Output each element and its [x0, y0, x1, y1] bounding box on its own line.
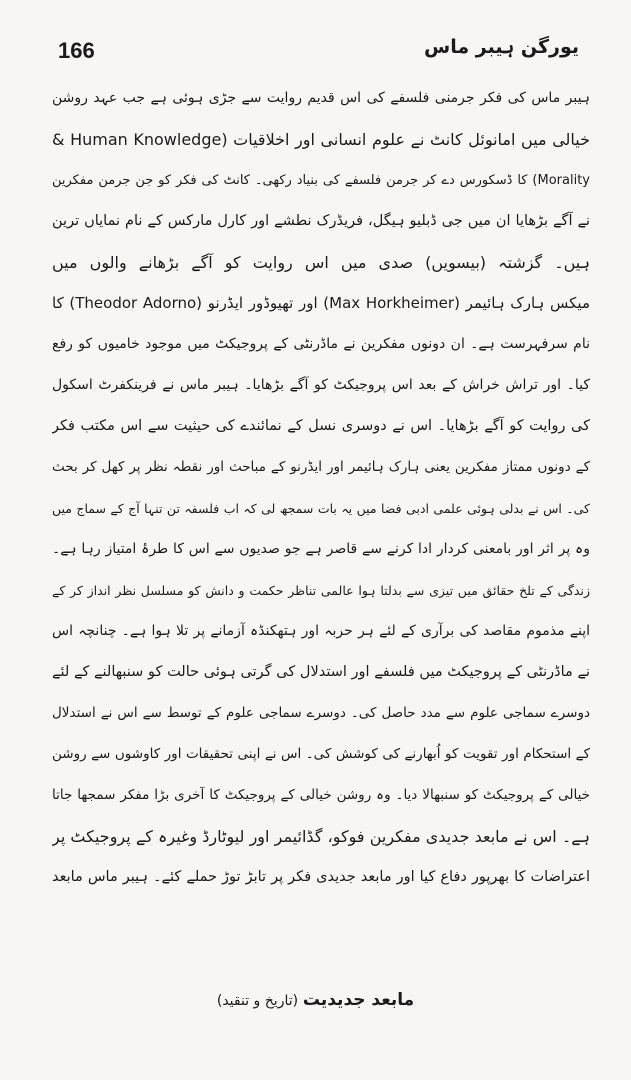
running-head: یورگن ہیبر ماس: [424, 36, 579, 58]
text-line: اعتراضات کا بھرپور دفاع کیا اور مابعد جدیدی فکر پر تابڑ توڑ حملے کئے۔ ہیبر ماس مابعد: [52, 869, 590, 885]
text-line: کے استحکام اور تقویت کو اُبھارنے کی کوشش کی۔ اس نے اپنی تحقیقات اور کاوشوں سے روشن: [52, 746, 590, 762]
text-line: کی۔ اس نے بدلی ہوئی علمی ادبی فضا میں یہ بات سمجھ لی کہ اب فلسفہ تن تنہا آج کے سماج میں: [52, 501, 590, 516]
text-line: دوسرے سماجی علوم سے مدد حاصل کی۔ دوسرے سماجی علوم کے توسط سے اس نے استدلال: [52, 705, 590, 721]
text-line: نے ماڈرنٹی کے پروجیکٹ میں فلسفے اور استدلال کی گرتی ہوئی حالت کو سنبھالنے کے لئے: [52, 664, 590, 680]
text-line: نے آگے بڑھایا ان میں جی ڈبلیو ہیگل، فریڈرک نطشے اور کارل مارکس کے نام نمایاں ترین: [52, 213, 590, 229]
text-line: زندگی کے تلخ حقائق میں تیزی سے بدلتا ہوا عالمی تناظر حکمت و دانش کو مسلسل نظر انداز کر کے: [52, 583, 590, 598]
footer-title: مابعد جدیدیت: [302, 990, 415, 1010]
footer-subtitle: (تاریخ و تنقید): [216, 993, 299, 1009]
text-line: نام سرفہرست ہے۔ ان دونوں مفکرین نے ماڈرنٹی کے پروجیکٹ میں موجود خامیوں کو رفع: [52, 336, 590, 352]
text-line: ہیبر ماس کی فکر جرمنی فلسفے کی اس قدیم روایت سے جڑی ہوئی ہے جب عہد روشن: [52, 90, 590, 106]
page-number: 166: [58, 38, 95, 63]
text-line: ہے۔ اس نے مابعد جدیدی مفکرین فوکو، گڈائیمر اور لیوٹارڈ وغیرہ کے پروجیکٹ پر: [52, 827, 590, 846]
text-line: کی روایت کو آگے بڑھایا۔ اس نے دوسری نسل کے نمائندے کی حیثیت سے اس مکتب فکر: [52, 418, 590, 434]
body-text: [52, 78, 590, 898]
text-line: کے دونوں ممتاز مفکرین یعنی ہارک ہائیمر اور ایڈرنو کے مباحث اور نقطہ نظر پر کھل کر بحث: [52, 459, 590, 475]
text-line: میکس ہارک ہائیمر (Max Horkheimer) اور تھیوڈور ایڈرنو (Theodor Adorno) کا: [52, 294, 590, 312]
text-line: ہیں۔ گزشتہ (بیسویں) صدی میں اس روایت کو آگے بڑھانے والوں میں: [52, 253, 590, 272]
text-line: خیالی میں امانوئل کانٹ نے علوم انسانی اور اخلاقیات (Human Knowledge &: [52, 130, 590, 149]
book-footer: [0, 990, 631, 1010]
text-line: وہ پر اثر اور بامعنی کردار ادا کرنے سے قاصر ہے جو صدیوں سے اس کا طرۂ امتیاز رہا ہے۔: [52, 541, 590, 557]
text-line: خیالی کے پروجیکٹ کو سنبھالا دیا۔ وہ روشن خیالی کے پروجیکٹ کا آخری بڑا مفکر سمجھا جاتا: [52, 787, 590, 803]
text-line: Morality) کا ڈسکورس دے کر جرمن فلسفے کی بنیاد رکھی۔ کانٹ کی فکر کو جن جرمن مفکرین: [52, 173, 590, 188]
text-line: اپنے مذموم مقاصد کی برآری کے لئے ہر حربہ اور ہتھکنڈہ آزمانے پر تلا ہوا ہے۔ چنانچہ اس: [52, 623, 590, 639]
text-line: کیا۔ اور تراش خراش کے بعد اس پروجیکٹ کو آگے بڑھایا۔ ہیبر ماس نے فرینکفرٹ اسکول: [52, 377, 590, 393]
